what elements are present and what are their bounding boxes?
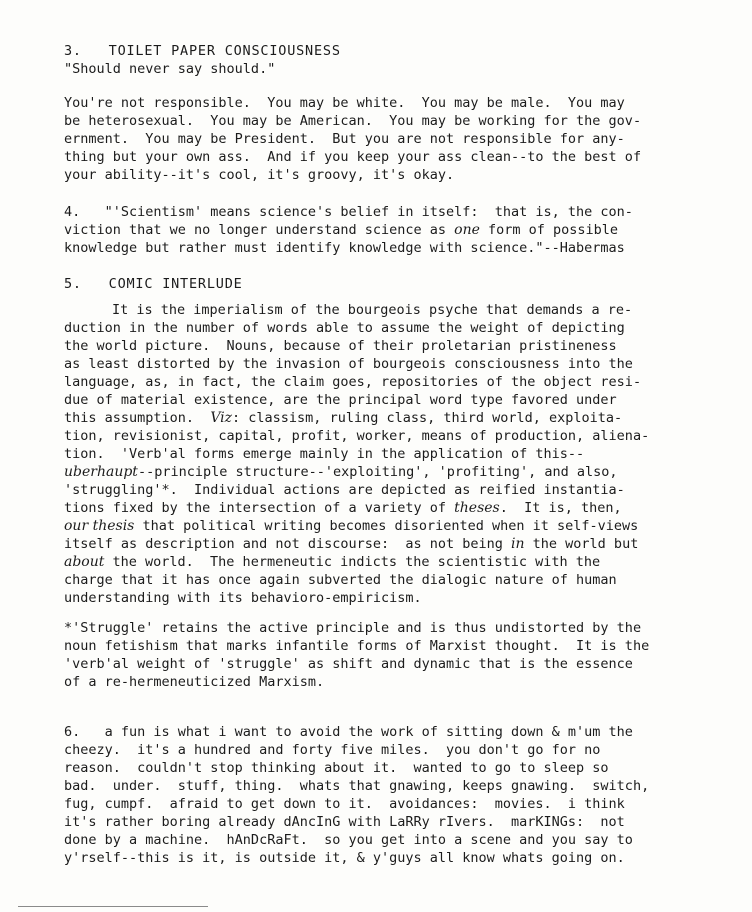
section-3-quote: "Should never say should.": [64, 61, 276, 77]
paragraph-line: cheezy. it's a hundred and forty five miles. you don't go for no: [64, 742, 601, 758]
section-5-paragraph: [64, 301, 724, 607]
paragraph-line: done by a machine. hAnDcRaFt. so you get into a scene and you say to: [64, 832, 633, 848]
paragraph-line: tion, revisionist, capital, profit, worker, means of production, aliena-: [64, 428, 650, 444]
paragraph-line: it's rather boring already dAncInG with LaRRy rIvers. marKINGs: not: [64, 814, 625, 830]
paragraph-line: language, as, in fact, the claim goes, repositories of the object resi-: [64, 374, 642, 390]
paragraph-line: tions fixed by the intersection of a variety of theses. It is, then,: [64, 500, 622, 516]
emphasis: our thesis: [64, 518, 135, 534]
paragraph-line: as least distorted by the invasion of bourgeois consciousness into the: [64, 356, 633, 372]
emphasis: Viz: [210, 410, 233, 426]
paragraph-line: tion. 'Verb'al forms emerge mainly in the application of this--: [64, 446, 585, 462]
footnote: [64, 619, 724, 691]
paragraph-line: understanding with its behavioro-empiricism.: [64, 590, 422, 606]
paragraph-line: bad. under. stuff, thing. whats that gnawing, keeps gnawing. switch,: [64, 778, 650, 794]
paragraph-line: the world picture. Nouns, because of their proletarian pristineness: [64, 338, 617, 354]
footnote-line: 'verb'al weight of 'struggle' as shift and dynamic that is the essence: [64, 656, 633, 672]
paragraph-line: about the world. The hermeneutic indicts the scientistic with the: [64, 554, 601, 570]
page-bottom-rule: [18, 906, 208, 907]
paragraph-line: due of material existence, are the principal word type favored under: [64, 392, 617, 408]
paragraph-line: your ability--it's cool, it's groovy, it's okay.: [64, 167, 455, 183]
quote-line: 4. "'Scientism' means science's belief in itself: that is, the con-: [64, 204, 633, 220]
paragraph-line: charge that it has once again subverted the dialogic nature of human: [64, 572, 617, 588]
paragraph-line: fug, cumpf. afraid to get down to it. avoidances: movies. i think: [64, 796, 625, 812]
paragraph-line: 'struggling'*. Individual actions are depicted as reified instantia-: [64, 482, 625, 498]
emphasis: in: [511, 536, 525, 552]
footnote-line: noun fetishism that marks infantile forms of Marxist thought. It is the: [64, 638, 650, 654]
quote-line: viction that we no longer understand science as one form of possible: [64, 222, 619, 238]
paragraph-line: It is the imperialism of the bourgeois psyche that demands a re-: [112, 302, 633, 318]
paragraph-line: reason. couldn't stop thinking about it. wanted to go to sleep so: [64, 760, 609, 776]
paragraph-line: be heterosexual. You may be American. You may be working for the gov-: [64, 113, 642, 129]
paragraph-line: ernment. You may be President. But you are not responsible for any-: [64, 131, 625, 147]
section-3-paragraph: [64, 94, 724, 184]
paragraph-line: uberhaupt--principle structure--'exploiting', 'profiting', and also,: [64, 464, 618, 480]
paragraph-line: our thesis that political writing becomes disoriented when it self-views: [64, 518, 639, 534]
section-5-heading: 5. COMIC INTERLUDE: [64, 276, 243, 292]
paragraph-line: y'rself--this is it, is outside it, & y'guys all know whats going on.: [64, 850, 625, 866]
footnote-line: *'Struggle' retains the active principle and is thus undistorted by the: [64, 620, 642, 636]
emphasis: one: [454, 222, 480, 238]
paragraph-line: thing but your own ass. And if you keep your ass clean--to the best of: [64, 149, 642, 165]
section-3: [64, 42, 724, 78]
section-3-heading: 3. TOILET PAPER CONSCIOUSNESS: [64, 43, 341, 59]
section-4: [64, 203, 724, 257]
paragraph-line: You're not responsible. You may be white. You may be male. You may: [64, 95, 625, 111]
section-5: [64, 275, 724, 293]
footnote-line: of a re-hermeneuticized Marxism.: [64, 674, 325, 690]
paragraph-line: this assumption. Viz: classism, ruling class, third world, exploita-: [64, 410, 623, 426]
paragraph-line: duction in the number of words able to assume the weight of depicting: [64, 320, 625, 336]
emphasis: about: [64, 554, 105, 570]
emphasis: theses: [454, 500, 500, 516]
quote-line: knowledge but rather must identify knowledge with science."--Habermas: [64, 240, 625, 256]
emphasis: uberhaupt: [64, 464, 138, 480]
paragraph-line: 6. a fun is what i want to avoid the work of sitting down & m'um the: [64, 724, 633, 740]
paragraph-line: itself as description and not discourse: as not being in the world but: [64, 536, 639, 552]
section-6: [64, 723, 724, 867]
